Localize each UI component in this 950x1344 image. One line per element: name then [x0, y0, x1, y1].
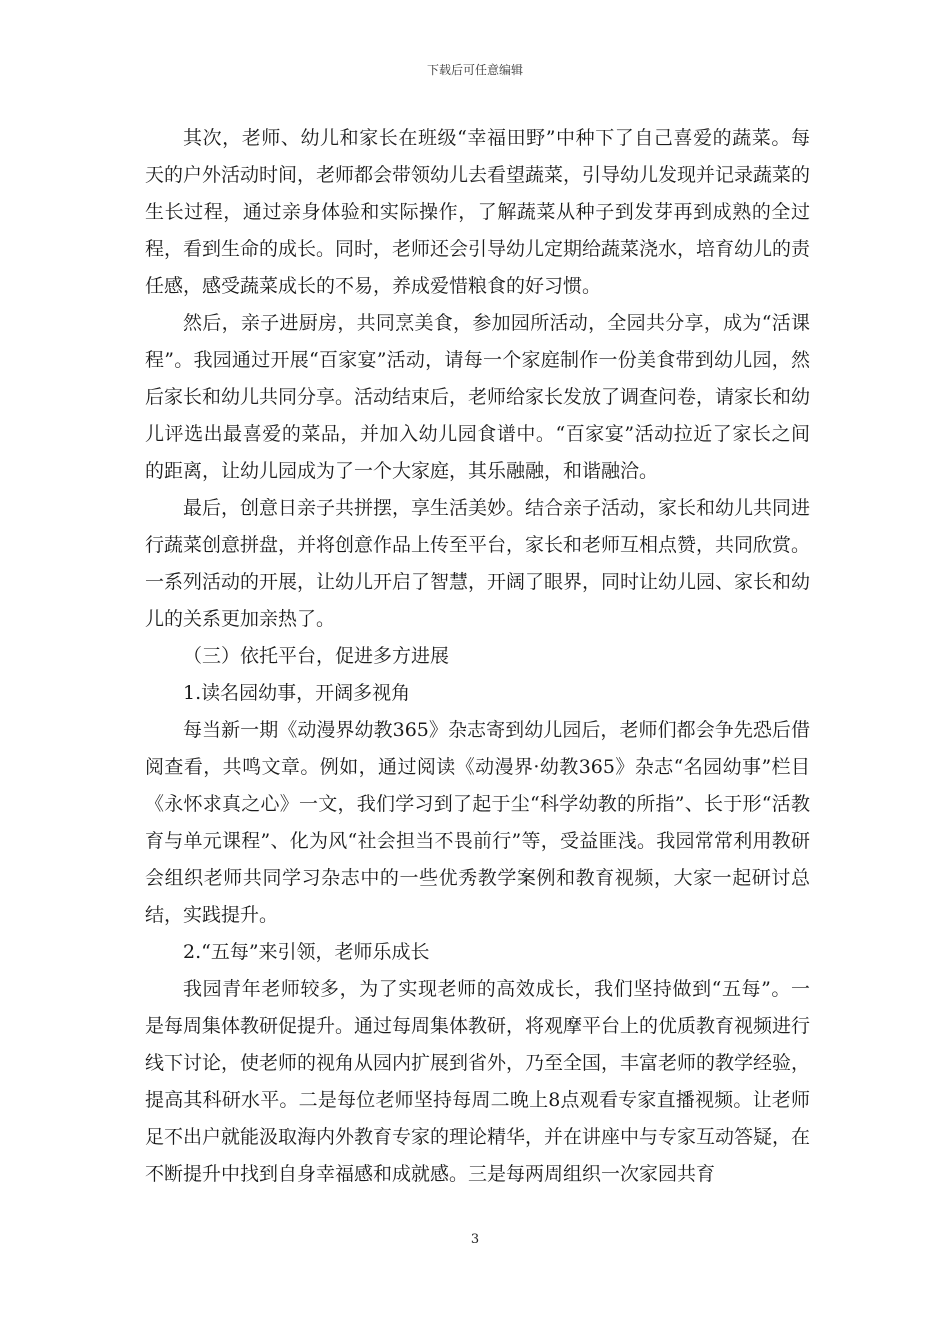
section-heading-platform: （三）依托平台，促进多方进展 [183, 645, 450, 667]
document-body [145, 120, 810, 1193]
paragraph-teacher-growth: 我园青年老师较多，为了实现老师的高效成长，我们坚持做到“五每”。一是每周集体教研促提升。通过每周集体教研，将观摩平台上的优质教育视频进行线下讨论，使老师的视角从园内扩展到省外，乃至全国，丰富老师的教学经验，提高其科研水平。二是每位老师坚持每周二晚上8点观看专家直播视频。让老师足不出户就能汲取海内外教育专家的理论精华，并在讲座中与专家互动答疑，在不断提升中找到自身幸福感和成就感。三是每两周组织一次家园共育 [145, 978, 811, 1185]
paragraph-creative-day: 最后，创意日亲子共拼摆，享生活美妙。结合亲子活动，家长和幼儿共同进行蔬菜创意拼盘，并将创意作品上传至平台，家长和老师互相点赞，共同欣赏。一系列活动的开展，让幼儿开启了智慧，开阔了眼界，同时让幼儿园、家长和幼儿的关系更加亲热了。 [145, 497, 811, 630]
paragraph-vegetables: 其次，老师、幼儿和家长在班级“幸福田野”中种下了自己喜爱的蔬菜。每天的户外活动时间，老师都会带领幼儿去看望蔬菜，引导幼儿发现并记录蔬菜的生长过程，通过亲身体验和实际操作，了解蔬菜从种子到发芽再到成熟的全过程，看到生命的成长。同时，老师还会引导幼儿定期给蔬菜浇水，培育幼儿的责任感，感受蔬菜成长的不易，养成爱惜粮食的好习惯。 [145, 127, 811, 297]
paragraph-kitchen: 然后，亲子进厨房，共同烹美食，参加园所活动，全园共分享，成为“活课程”。我园通过开展“百家宴”活动，请每一个家庭制作一份美食带到幼儿园，然后家长和幼儿共同分享。活动结束后，老师给家长发放了调查问卷，请家长和幼儿评选出最喜爱的菜品，并加入幼儿园食谱中。“百家宴”活动拉近了家长之间的距离，让幼儿园成为了一个大家庭，其乐融融，和谐融洽。 [145, 312, 811, 482]
paragraph-magazine: 每当新一期《动漫界幼教365》杂志寄到幼儿园后，老师们都会争先恐后借阅查看，共鸣文章。例如，通过阅读《动漫界·幼教365》杂志“名园幼事”栏目《永怀求真之心》一文，我们学习到了起于尘“科学幼教的所指”、长于形“活教育与单元课程”、化为风“社会担当不畏前行”等，受益匪浅。我园常常利用教研会组织老师共同学习杂志中的一些优秀教学案例和教育视频，大家一起研讨总结，实践提升。 [145, 719, 810, 926]
page-header-note: 下载后可任意编辑 [426, 63, 523, 77]
page-number: 3 [470, 1232, 480, 1247]
subheading-five-every: 2.“五每”来引领，老师乐成长 [183, 941, 430, 963]
subheading-read-stories: 1.读名园幼事，开阔多视角 [183, 682, 411, 704]
